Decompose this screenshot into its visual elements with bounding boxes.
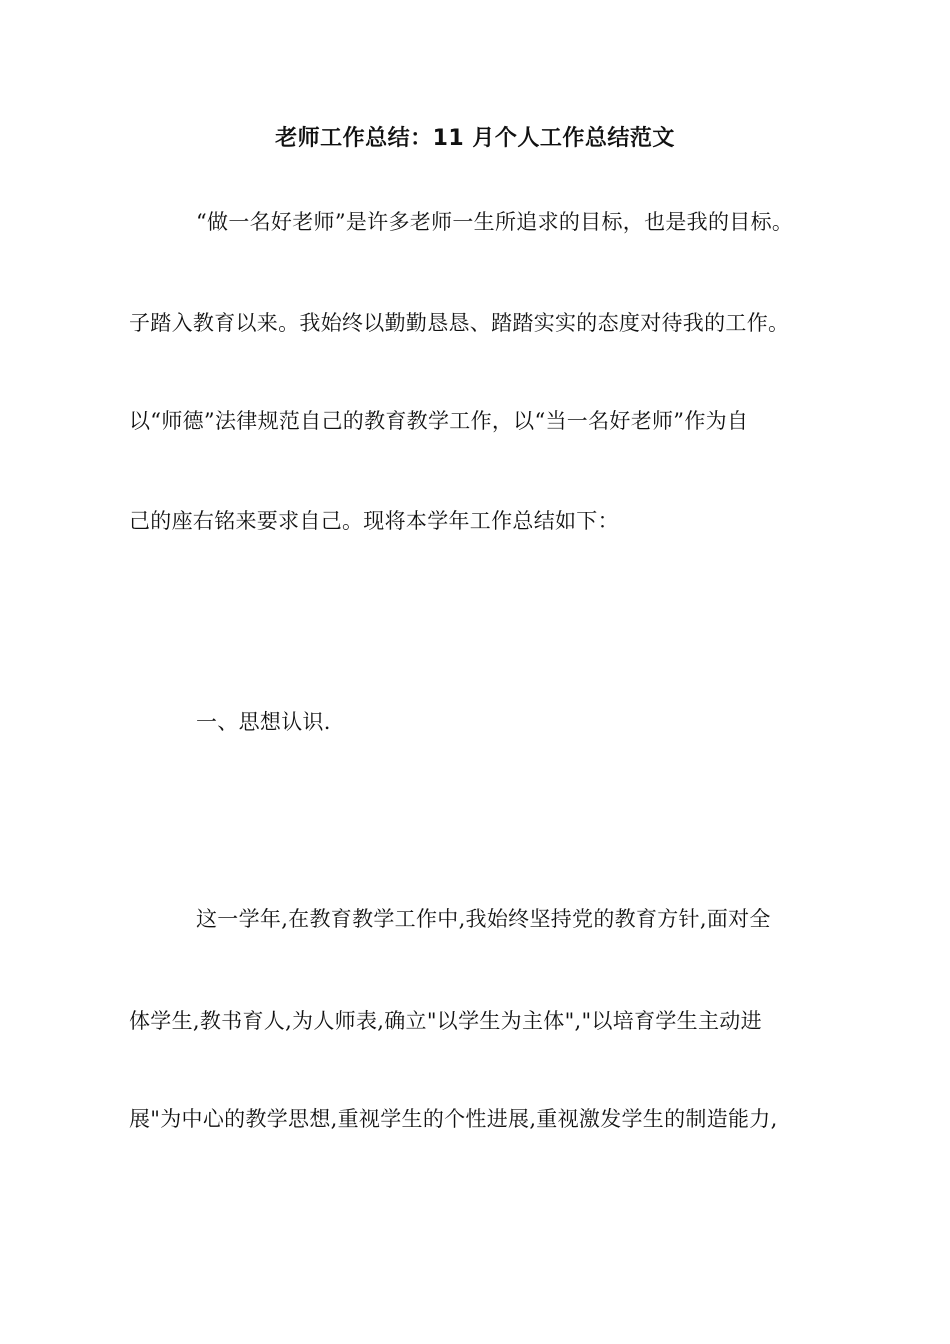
paragraph-line: 展"为中心的教学思想,重视学生的个性进展,重视激发学生的制造能力, (129, 1107, 778, 1131)
paragraph-line: 这一学年,在教育教学工作中,我始终坚持党的教育方针,面对全 (196, 907, 771, 931)
paragraph-line: 以“师德”法律规范自己的教育教学工作，以“当一名好老师”作为自 (129, 409, 749, 433)
paragraph-line: 子踏入教育以来。我始终以勤勤恳恳、踏踏实实的态度对待我的工作。 (129, 311, 790, 335)
paragraph-line: 己的座右铭来要求自己。现将本学年工作总结如下： (129, 509, 619, 533)
section-heading: 一、思想认识. (196, 710, 331, 734)
paragraph-line: 体学生,教书育人,为人师表,确立"以学生为主体","以培育学生主动进 (129, 1009, 762, 1033)
paragraph-line: “做一名好老师”是许多老师一生所追求的目标，也是我的目标。 (196, 210, 794, 234)
document-title: 老师工作总结：11 月个人工作总结范文 (275, 126, 675, 151)
